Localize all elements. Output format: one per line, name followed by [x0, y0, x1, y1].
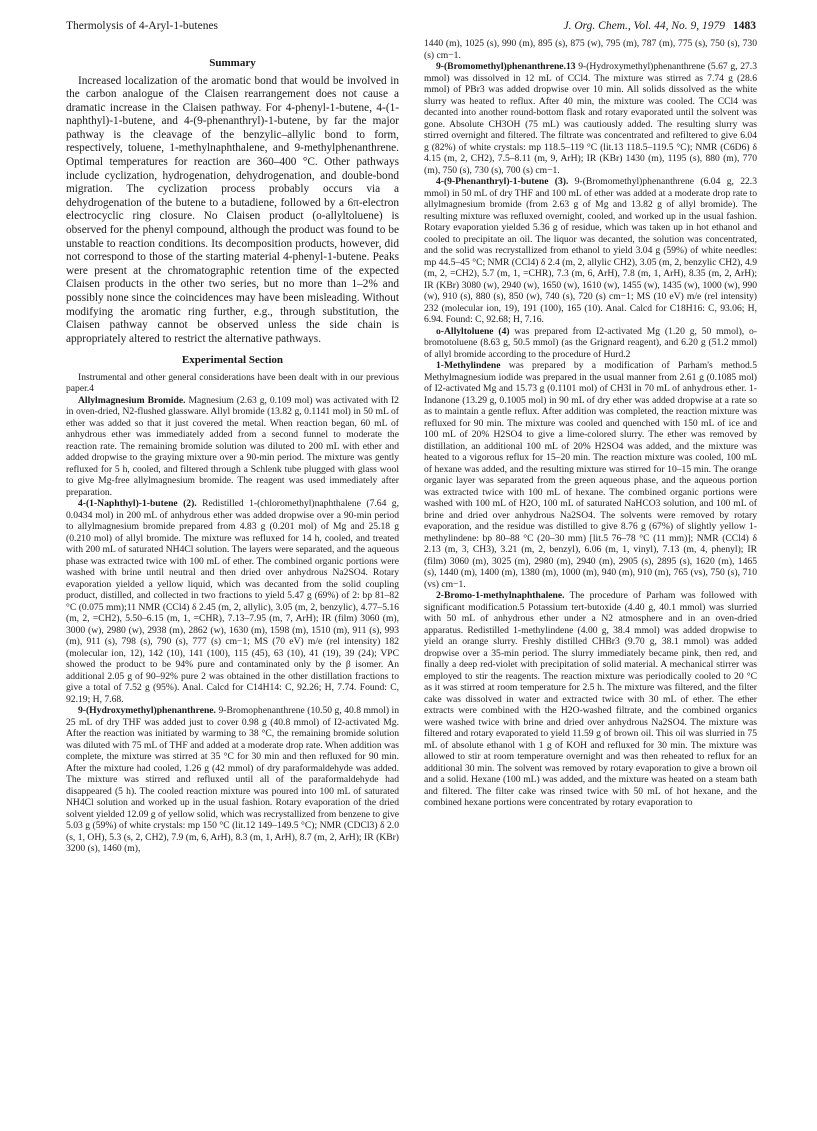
- paragraph-body: Redistilled 1-(chloromethyl)naphthalene (7.64 g, 0.0434 mol) in 200 mL of anhydrous ether was added dropwise over a 90-min period to allylmagnesium bromide prepared from 4.83 g (0.201 mol) of Mg and 25.18 g (0.210 mol) of allyl bromide. The mixture was refluxed for 14 h, cooled, and treated with 200 mL of saturated NH4Cl solution. The layers were separated, and the aqueous phase was extracted twice with 100 mL of ether. The combined organic portions were washed with brine until neutral and then dried over anhydrous Na2SO4. Rotary evaporation yielded a yellow liquid, which was decanted from the solid coupling product, distilled, and collected in two fractions to yield 5.47 g (69%) of 2: bp 81–82 °C (0.075 mm);11 NMR (CCl4) δ 2.45 (m, 2, allylic), 3.05 (m, 2, benzylic), 4.77–5.16 (m, 2, =CH2), 5.50–6.15 (m, 1, =CHR), 7.13–7.95 (m, 7, ArH); IR (film) 3060 (m), 3000 (w), 2980 (w), 2938 (m), 2862 (w), 1630 (m), 1598 (m), 1510 (m), 911 (s), 993 (m), 911 (s), 798 (s), 790 (s), 777 (s) cm−1; MS (70 eV) m/e (rel intensity) 182 (molecular ion, 12), 142 (10), 141 (100), 115 (45), 63 (10), 41 (19), 39 (24); VPC showed the product to be 94% pure and contaminated only by the β isomer. An additional 2.05 g of 90–92% pure 2 was obtained in the other distillation fractions to give a total of 7.52 g (95%). Anal. Calcd for C14H14: C, 92.26; H, 7.74. Found: C, 92.19; H, 7.68.: [66, 498, 399, 705]
- page-header: [66, 20, 756, 36]
- paragraph-methylindene: [424, 360, 757, 590]
- paragraph-hydroxymethyl-phenanthrene: [66, 705, 399, 855]
- paragraph-body: 9-(Hydroxymethyl)phenanthrene (5.67 g, 27.3 mmol) was dissolved in 12 mL of CCl4. The mixture was stirred as 7.74 g (28.6 mmol) of PBr3 was added dropwise over 10 min. All solids dissolved as the white slurry was heated to reflux. After 40 min, the mixture was cooled. The CCl4 was decanted into another round-bottom flask and rotary evaporated until the solvent was gone. Absolute CH3OH (75 mL) was cautiously added. The resulting slurry was stirred overnight and filtered. The filtrate was concentrated and refiltered to give 6.04 g (82%) of white crystals: mp 118.5–119 °C (lit.13 118.5–119.5 °C); NMR (C6D6) δ 4.15 (m, 2, CH2), 7.5–8.11 (m, 9, ArH); IR (KBr) 1430 (m), 1195 (s), 880 (m), 770 (m), 750 (s), 730 (s), 700 (s) cm−1.: [424, 61, 757, 176]
- paragraph-head: 2-Bromo-1-methylnaphthalene.: [436, 590, 565, 601]
- journal-name: J. Org. Chem., Vol. 44, No. 9, 1979: [563, 20, 725, 32]
- continued-text: 1440 (m), 1025 (s), 990 (m), 895 (s), 875 (w), 795 (m), 787 (m), 775 (s), 750 (s), 730 (s) cm−1.: [424, 38, 757, 61]
- paragraph-head: o-Allyltoluene (4): [436, 325, 510, 337]
- page-number: 1483: [733, 20, 756, 32]
- paragraph-allylmagnesium: [66, 395, 399, 499]
- paragraph-naphthyl-butene: [66, 498, 399, 705]
- paragraph-body: The procedure of Parham was followed with significant modification.5 Potassium tert-butoxide (4.40 g, 40.1 mmol) was slurried with 50 mL of anhydrous ether under a N2 atmosphere and in an oven-dried apparatus. Redistilled 1-methylindene (4.00 g, 38.4 mmol) was added dropwise to yield an orange slurry. Freshly distilled CHBr3 (9.70 g, 38.1 mmol) was added dropwise over a 35-min period. The slurry immediately became pink, then red, and finally a deep red-violet with precipitation of solid material. A mechanical stirrer was employed to stir the reagents. The reaction mixture was periodically cooled to 20 °C as it was stirred at room temperature for 2.5 h. The mixture was filtered, and the filter cake was dissolved in water and extracted twice with 30 mL of ether. The ether extracts were combined with the H2O-washed filtrate, and the combined organics were washed twice with brine and dried over anhydrous Na2SO4. The mixture was filtered and rotary evaporated to yield 11.59 g of brown oil. This oil was slurried in 75 mL of absolute ethanol with 1 g of KOH and refluxed for 30 min. The mixture was allowed to stir at room temperature overnight and was then reheated to reflux for an additional 30 min. The solvent was removed by rotary evaporation to give a brown oil and a solid. Hexane (100 mL) was added, and the mixture was heated on a steam bath and filtered. The filter cake was rinsed twice with 50 mL of hot hexane, and the combined hexane portions were concentrated by rotary evaporation to: [424, 590, 757, 808]
- experimental-intro: Instrumental and other general considerations have been dealt with in our previous paper.4: [66, 371, 399, 395]
- paragraph-body: 9-Bromophenanthrene (10.50 g, 40.8 mmol) in 25 mL of dry THF was added just to cover 0.98 g (40.8 mmol) of I2-activated Mg. After the reaction was initiated by warming to 38 °C, the remaining bromide solution was diluted with 75 mL of THF and added at a moderate drop rate. When addition was complete, the mixture was stirred at 35 °C for 30 min and then refluxed for 90 min. After the mixture had cooled, 1.26 g (42 mmol) of dry paraformaldehyde was added. The mixture was stirred and refluxed until all of the paraformaldehyde had disappeared (5 h). The cooled reaction mixture was poured into 100 mL of saturated NH4Cl solution and worked up in the usual fashion. Rotary evaporation of the dried solvent yielded 12.09 g of yellow solid, which was recrystallized from benzene to give 5.03 g (59%) of white crystals: mp 150 °C (lit.12 149–149.5 °C); NMR (CDCl3) δ 2.0 (s, 1, OH), 5.3 (s, 2, CH2), 7.9 (m, 6, ArH), 8.3 (m, 1, ArH), 8.7 (m, 2, ArH); IR (KBr) 3200 (s), 1460 (m),: [66, 705, 399, 855]
- right-column: [424, 38, 757, 809]
- summary-text: Increased localization of the aromatic bond that would be involved in the carbon analogue of the Claisen rearrangement does not cause a dramatic increase in the Claisen pathway. For 4-phenyl-1-butene, 4-(1-naphthyl)-1-butene, and 4-(9-phenanthryl)-1-butene, by far the major pathway is the cleavage of the benzylic–allylic bond to form, respectively, toluene, 1-methylnaphthalene, and 9-methylphenanthrene. Optimal temperatures for reaction are 360–400 °C. Other pathways include cyclization, hydrogenation, dehydrogenation, and double-bond migration. The cyclization process probably occurs via a dehydrogenation of the butene to a butadiene, followed by a 6π-electron electrocyclic ring closure. No Claisen product (o-allyltoluene) is observed for the phenyl compound, although the product was found to be unstable to reaction conditions. Its decomposition products, however, did not correspond to those of the starting material 4-phenyl-1-butene. Peaks were present at the chromatographic retention time of the expected Claisen products in the other two series, but no more than 1–2% and possibly none since the coincidences may have been misleading. Without modifying the aromatic ring further, e.g., through substitution, the Claisen pathway cannot be observed unless the side chain is appropriately altered to restrict the alternative pathways.: [66, 74, 399, 345]
- paragraph-allyltoluene: [424, 326, 757, 361]
- summary-section: [66, 58, 399, 346]
- paragraph-body: 9-(Bromomethyl)phenanthrene (6.04 g, 22.3 mmol) in 50 mL of dry THF and 100 mL of ether was added at a moderate drop rate to allylmagnesium bromide (from 2.63 g of Mg and 13.82 g of allyl bromide). The resulting mixture was refluxed overnight, cooled, and worked up in the usual fashion. Rotary evaporation yielded 5.36 g of residue, which was taken up in hot ethanol and cooled to precipitate an oil. The liquor was decanted, the solution was concentrated, and the solid was recrystallized from ethanol to yield 3.04 g (59%) of white needles: mp 44.5–45 °C; NMR (CCl4) δ 2.4 (m, 2, allylic CH2), 3.05 (m, 2, benzylic CH2), 4.9 (m, 2, =CH2), 5.7 (m, 1, =CHR), 7.3 (m, 6, ArH), 7.8 (m, 1, ArH), 8.35 (m, 2, ArH); IR (KBr) 3080 (w), 2940 (w), 1650 (w), 1610 (w), 1455 (w), 1435 (w), 1000 (w), 990 (w), 910 (s), 880 (s), 850 (w), 740 (s), 720 (s) cm−1; MS (10 eV) m/e (rel intensity) 232 (molecular ion, 19), 191 (100), 165 (10). Anal. Calcd for C18H16: C, 93.06; H, 6.94. Found: C, 92.68; H, 7.16.: [424, 176, 757, 325]
- paragraph-head: 4-(1-Naphthyl)-1-butene (2).: [78, 498, 197, 510]
- paragraph-bromomethyl-phenanthrene: [424, 61, 757, 176]
- paragraph-body: was prepared by a modification of Parham's method.5 Methylmagnesium iodide was prepared in the usual manner from 2.61 g (0.1085 mol) of I2-activated Mg and 15.73 g (0.1101 mol) of CH3I in 70 mL of anhydrous ether. 1-Indanone (13.29 g, 0.1005 mol) in 90 mL of dry ether was added dropwise at a rate so as to maintain a gentle reflux. After addition was completed, the reaction mixture was refluxed for 90 min. The mixture was cooled and quenched with 150 mL of ice and 100 mL of 20% H2SO4 to give a lime-colored slurry. The ether was removed by distillation, an additional 100 mL of 20% H2SO4 was added, and the mixture was heated to a vigorous reflux for 15–20 min. The reaction mixture was cooled, 100 mL of hexane was added, and the resulting mixture was stirred for 10–15 min. The orange organic layer was separated from the green aqueous phase, and the aqueous portion was extracted twice with 100 mL of hexane. The combined organic portions were washed with 100 mL of H2O, 100 mL of saturated NaHCO3 solution, and 100 mL of brine and dried over anhydrous Na2SO4. The solvents were removed by rotary evaporation, and the residue was distilled to give 8.76 g (67%) of slightly yellow 1-methylindene: bp 80–88 °C (20–30 mm) [lit.5 76–78 °C (11 mm)]; NMR (CCl4) δ 2.13 (m, 3, CH3), 3.21 (m, 2, benzyl), 6.06 (m, 1, vinyl), 7.13 (m, 4, phenyl); IR (film) 3060 (m), 3025 (m), 2980 (m), 2940 (m), 2905 (s), 2895 (s), 1620 (m), 1465 (s), 1440 (m), 1400 (m), 1380 (m), 1000 (m), 940 (m), 910 (m), 765 (vs), 750 (s), 710 (vs) cm−1.: [424, 360, 757, 590]
- paragraph-body: Magnesium (2.63 g, 0.109 mol) was activated with I2 in oven-dried, N2-flushed glassware. Allyl bromide (13.82 g, 0.1141 mol) in 50 mL of ether was added so that it just covered the metal. When reaction began, 60 mL of anhydrous ether was immediately added from a second funnel to moderate the reaction rate. The remaining bromide solution was diluted to 200 mL with ether and added dropwise to the graying mixture over a 90-min period. The mixture was gently refluxed for 5 h, cooled, and filtered through a Schlenk tube plugged with glass wool to give Mg-free allylmagnesium bromide. The reagent was used immediately after preparation.: [66, 394, 399, 498]
- paragraph-head: Allylmagnesium Bromide.: [78, 394, 186, 406]
- paragraph-head: 9-(Hydroxymethyl)phenanthrene.: [78, 705, 216, 717]
- paragraph-bromo-methylnaphthalene: [424, 590, 757, 809]
- paragraph-head: 1-Methylindene: [436, 360, 501, 371]
- paragraph-head: 4-(9-Phenanthryl)-1-butene (3).: [436, 176, 569, 187]
- left-column: [66, 52, 399, 855]
- summary-heading: Summary: [209, 57, 256, 69]
- experimental-heading: Experimental Section: [181, 354, 284, 367]
- paragraph-head: 9-(Bromomethyl)phenanthrene.13: [436, 61, 576, 72]
- paragraph-body: was prepared from I2-activated Mg (1.20 g, 50 mmol), o-bromotoluene (8.63 g, 50.5 mmol) (as the Grignard reagent), and 6.20 g (51.2 mmol) of allyl bromide according to the procedure of Hurd.2: [424, 325, 757, 360]
- paragraph-phenanthryl-butene: [424, 176, 757, 326]
- running-title: Thermolysis of 4-Aryl-1-butenes: [66, 20, 219, 32]
- journal-citation: [563, 20, 756, 32]
